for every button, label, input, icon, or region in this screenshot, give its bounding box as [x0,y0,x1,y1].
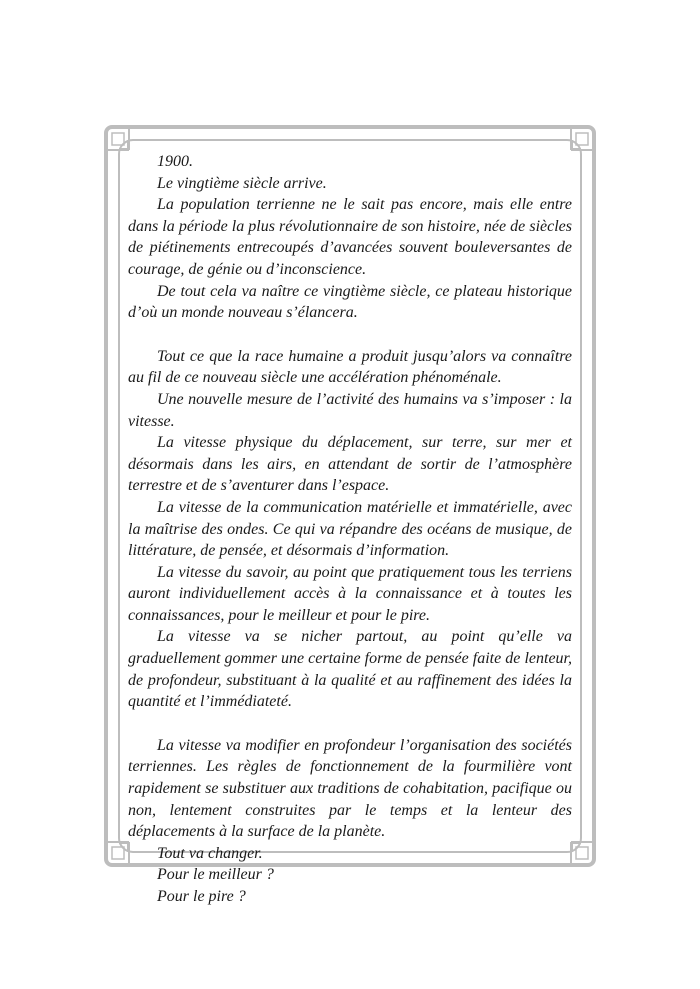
paragraph: Pour le pire ? [157,888,246,905]
paragraph-gap [128,324,572,346]
paragraph: La vitesse du savoir, au point que pratiquement tous les terriens auront individuellement accès à la connaissance et à toutes les connaissances, pour le meilleur et pour le pire. [128,563,572,624]
paragraph: La vitesse de la communication matérielle et immatérielle, avec la maîtrise des ondes. Ce qui va répandre des océans de musique, de littérature, de pensée, et désormais d’information. [128,498,572,560]
paragraph: La population terrienne ne le sait pas encore, mais elle entre dans la période la plus révolutionnaire de son histoire, née de siècles de piétinements entrecoupés d’avancées souvent bouleversantes de courage, de génie ou d’inconscience. [128,196,572,278]
paragraph: La vitesse va se nicher partout, au point qu’elle va graduellement gommer une certaine forme de pensée faite de lenteur, de profondeur, substituant à la qualité et au raffinement des idées la quantité et l’immédiateté. [128,628,572,711]
paragraph: La vitesse physique du déplacement, sur terre, sur mer et désormais dans les airs, en attendant de sortir de l’atmosphère terrestre et de s’aventurer dans l’espace. [128,434,572,495]
text-block [128,151,572,908]
paragraph: Pour le meilleur ? [157,866,274,884]
paragraph: De tout cela va naître ce vingtième siècle, ce plateau historique d’où un monde nouveau s’élancera. [128,282,572,322]
paragraph-gap [128,713,572,735]
paragraph: Une nouvelle mesure de l’activité des humains va s’imposer : la vitesse. [128,390,572,430]
paragraph: 1900. [157,153,193,170]
paragraph: Le vingtième siècle arrive. [157,174,327,192]
paragraph: Tout ce que la race humaine a produit jusqu’alors va connaître au fil de ce nouveau siècle une accélération phénoménale. [128,347,572,387]
paragraph: La vitesse va modifier en profondeur l’organisation des sociétés terriennes. Les règles de fonctionnement de la fourmilière vont rapidement se substituer aux traditions de cohabitation, pacifique ou non, lentement construites par le temps et la lenteur des déplacements à la surface de la planète. [128,736,572,841]
paragraph: Tout va changer. [157,844,263,862]
